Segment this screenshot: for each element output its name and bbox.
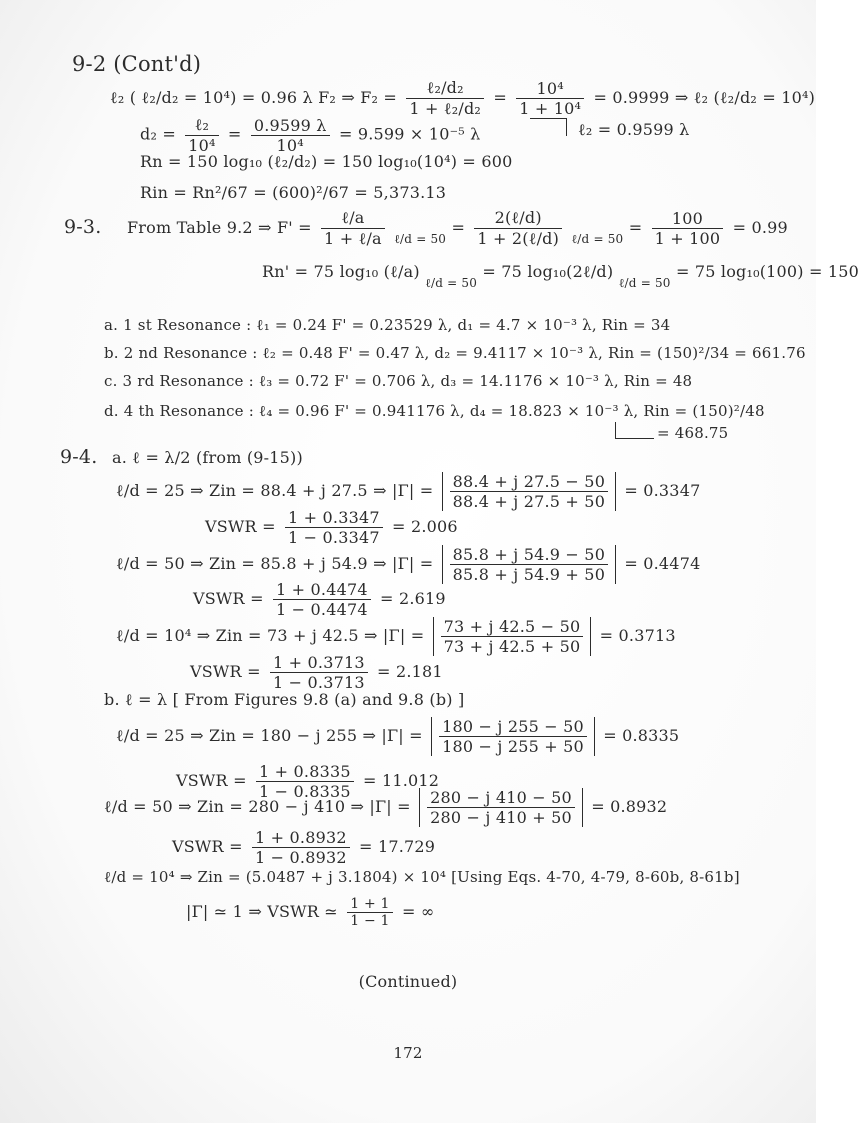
equation-9-4-a2 xyxy=(116,545,700,584)
fraction xyxy=(185,115,218,155)
result-bracket-top xyxy=(530,118,566,119)
equation-9-4-b2 xyxy=(104,788,667,827)
numerator: 280 − j 410 − 50 xyxy=(427,788,575,808)
denominator: 88.4 + j 27.5 + 50 xyxy=(452,492,606,511)
numerator: 73 + j 42.5 − 50 xyxy=(441,617,584,637)
denominator: 180 − j 255 + 50 xyxy=(442,737,584,756)
numerator: 180 − j 255 − 50 xyxy=(439,717,587,737)
resonance-2: b. 2 nd Resonance : ℓ₂ = 0.48 F' = 0.47 λ, d₂ = 9.4117 × 10⁻³ λ, Rin = (150)²/34 = 661.76 xyxy=(104,344,806,362)
fraction xyxy=(441,617,584,656)
denominator: 1 + 100 xyxy=(654,229,721,248)
eq-text: VSWR = xyxy=(172,837,243,856)
numerator: 85.8 + j 54.9 − 50 xyxy=(450,545,608,565)
fraction xyxy=(474,208,562,249)
numerator: ℓ₂ xyxy=(185,115,218,136)
denominator: 1 + 2(ℓ/d) xyxy=(477,229,560,248)
eq-text: VSWR = xyxy=(176,771,247,790)
numerator: 10⁴ xyxy=(516,79,584,99)
vswr-a2 xyxy=(193,580,446,619)
vswr-a1 xyxy=(205,508,458,547)
fraction xyxy=(285,508,383,547)
section-label-9-3: 9-3. xyxy=(64,216,102,238)
page-number: 172 xyxy=(393,1044,423,1062)
resonance-3: c. 3 rd Resonance : ℓ₃ = 0.72 F' = 0.706 λ, d₃ = 14.1176 × 10⁻³ λ, Rin = 48 xyxy=(104,372,693,390)
eq-text: VSWR = xyxy=(193,589,264,608)
eq-text: = 0.8335 xyxy=(603,726,680,745)
result-l2: ℓ₂ = 0.9599 λ xyxy=(578,120,690,139)
equation-9-3-line-1 xyxy=(127,208,788,249)
denominator: 1 − 1 xyxy=(350,913,390,929)
eq-text: = 2.181 xyxy=(377,662,443,681)
eq-text: = 0.4474 xyxy=(624,554,701,573)
eq-text: ℓ/d = 25 ⇒ Zin = 88.4 + j 27.5 ⇒ |Γ| = xyxy=(116,481,434,500)
part-a-heading: a. ℓ = λ/2 (from (9-15)) xyxy=(112,448,303,467)
numerator: ℓ₂/d₂ xyxy=(406,78,484,99)
resonance-1: a. 1 st Resonance : ℓ₁ = 0.24 F' = 0.23529 λ, d₁ = 4.7 × 10⁻³ λ, Rin = 34 xyxy=(104,316,671,334)
part-b-heading: b. ℓ = λ [ From Figures 9.8 (a) and 9.8 (b) ] xyxy=(104,690,465,709)
equation-9-3-line-2 xyxy=(262,262,859,290)
numerator: 1 + 0.4474 xyxy=(273,580,371,600)
eq-text: = 2.006 xyxy=(392,517,458,536)
denominator: 1 + ℓ₂/d₂ xyxy=(409,99,482,118)
eq-text: VSWR = xyxy=(205,517,276,536)
eq-text: ℓ/d = 10⁴ ⇒ Zin = 73 + j 42.5 ⇒ |Γ| = xyxy=(116,626,425,645)
eq-text: = 0.3713 xyxy=(599,626,676,645)
eq-text: = ∞ xyxy=(401,902,435,921)
result-bracket xyxy=(566,118,567,136)
absolute-value xyxy=(442,545,616,584)
eq-text: ℓ/d = 50 ⇒ Zin = 85.8 + j 54.9 ⇒ |Γ| = xyxy=(116,554,434,573)
fraction xyxy=(516,79,584,118)
resonance-4: d. 4 th Resonance : ℓ₄ = 0.96 F' = 0.941176 λ, d₄ = 18.823 × 10⁻³ λ, Rin = (150)²/48 xyxy=(104,402,765,420)
eq-text: = 0.8932 xyxy=(591,797,668,816)
numerator: ℓ/a xyxy=(321,208,385,229)
eq-sign: = xyxy=(227,124,242,144)
numerator: 88.4 + j 27.5 − 50 xyxy=(450,472,608,492)
eq-text: = 0.9999 ⇒ ℓ₂ (ℓ₂/d₂ = 10⁴) xyxy=(593,88,816,107)
fraction xyxy=(347,896,392,929)
resonance-4-result: = 468.75 xyxy=(657,424,729,442)
fraction xyxy=(450,545,608,584)
vswr-b2 xyxy=(172,828,435,867)
numerator: 1 + 0.3347 xyxy=(285,508,383,528)
equation-9-4-a3 xyxy=(116,617,676,656)
eq-sign: = xyxy=(628,218,643,237)
fraction xyxy=(252,828,350,867)
eq-text: ℓ/d = 50 ⇒ Zin = 280 − j 410 ⇒ |Γ| = xyxy=(104,797,411,816)
equation-9-4-b4 xyxy=(186,896,434,929)
eq-sign: = xyxy=(451,218,466,237)
fraction xyxy=(652,209,724,248)
fraction xyxy=(273,580,371,619)
numerator: 1 + 0.3713 xyxy=(270,653,368,673)
eq-text: VSWR = xyxy=(190,662,261,681)
eq-text: ℓ/d = 25 ⇒ Zin = 180 − j 255 ⇒ |Γ| = xyxy=(116,726,423,745)
denominator: 73 + j 42.5 + 50 xyxy=(443,637,581,656)
equation-9-4-b3: ℓ/d = 10⁴ ⇒ Zin = (5.0487 + j 3.1804) × 10⁴ [Using Eqs. 4-70, 4-79, 8-60b, 8-61b] xyxy=(104,868,740,886)
denominator: 10⁴ xyxy=(188,136,216,155)
absolute-value xyxy=(431,717,595,756)
denominator: 1 + ℓ/a xyxy=(324,229,382,248)
eq-text: = 0.99 xyxy=(732,218,788,237)
numerator: 100 xyxy=(652,209,724,229)
denominator: 1 − 0.8932 xyxy=(255,848,347,867)
denominator: 1 − 0.3713 xyxy=(273,673,365,692)
section-label-9-4: 9-4. xyxy=(60,446,98,468)
eq-text: = 0.3347 xyxy=(624,481,701,500)
eq-sign: = xyxy=(493,88,507,107)
fraction xyxy=(406,78,484,119)
eq-text: ℓ₂ ( ℓ₂/d₂ = 10⁴) = 0.96 λ F₂ ⇒ F₂ = xyxy=(110,88,398,107)
evaluation-subscript: ℓ/d = 50 xyxy=(394,232,447,246)
section-title-9-2: 9-2 (Cont'd) xyxy=(72,52,202,76)
numerator: 1 + 0.8932 xyxy=(252,828,350,848)
equation-9-2-line-2 xyxy=(140,115,480,155)
evaluation-subscript: ℓ/d = 50 xyxy=(618,276,671,290)
eq-text: = 75 log₁₀(100) = 150 xyxy=(675,262,859,281)
denominator: 1 − 0.4474 xyxy=(276,600,368,619)
equation-9-4-b1 xyxy=(116,717,679,756)
numerator: 1 + 1 xyxy=(347,896,392,913)
denominator: 280 − j 410 + 50 xyxy=(430,808,572,827)
eq-text: d₂ = xyxy=(140,124,176,144)
equation-9-2-line-4: Rin = Rn²/67 = (600)²/67 = 5,373.13 xyxy=(140,183,447,202)
numerator: 1 + 0.8335 xyxy=(256,762,354,782)
equation-9-2-line-1 xyxy=(110,78,815,119)
numerator: 0.9599 λ xyxy=(251,116,330,136)
continued-note: (Continued) xyxy=(358,972,458,991)
fraction xyxy=(450,472,608,511)
equation-9-4-a1 xyxy=(116,472,700,511)
eq-text: = 17.729 xyxy=(359,837,436,856)
denominator: 1 + 10⁴ xyxy=(519,99,582,118)
eq-text: = 2.619 xyxy=(380,589,446,608)
denominator: 85.8 + j 54.9 + 50 xyxy=(452,565,606,584)
eq-text: |Γ| ≃ 1 ⇒ VSWR ≃ xyxy=(186,902,338,921)
eq-text: From Table 9.2 ⇒ F' = xyxy=(127,218,312,237)
equation-9-2-line-3: Rn = 150 log₁₀ (ℓ₂/d₂) = 150 log₁₀(10⁴) = 600 xyxy=(140,152,513,171)
fraction xyxy=(251,116,330,155)
eq-text: = 11.012 xyxy=(363,771,440,790)
eq-text: Rn' = 75 log₁₀ (ℓ/a) xyxy=(262,262,420,281)
denominator: 1 − 0.3347 xyxy=(288,528,380,547)
result-bracket xyxy=(615,422,654,439)
fraction xyxy=(427,788,575,827)
eq-text: = 9.599 × 10⁻⁵ λ xyxy=(338,124,481,144)
fraction xyxy=(321,208,385,249)
numerator: 2(ℓ/d) xyxy=(474,208,562,229)
denominator: 10⁴ xyxy=(276,135,304,155)
absolute-value xyxy=(419,788,583,827)
vswr-a3 xyxy=(190,653,443,692)
absolute-value xyxy=(442,472,616,511)
denominator: 1 − 0.8335 xyxy=(259,782,351,801)
fraction xyxy=(270,653,368,692)
fraction xyxy=(439,717,587,756)
evaluation-subscript: ℓ/d = 50 xyxy=(425,276,478,290)
evaluation-subscript: ℓ/d = 50 xyxy=(571,232,624,246)
absolute-value xyxy=(433,617,592,656)
eq-text: = 75 log₁₀(2ℓ/d) xyxy=(482,262,614,281)
